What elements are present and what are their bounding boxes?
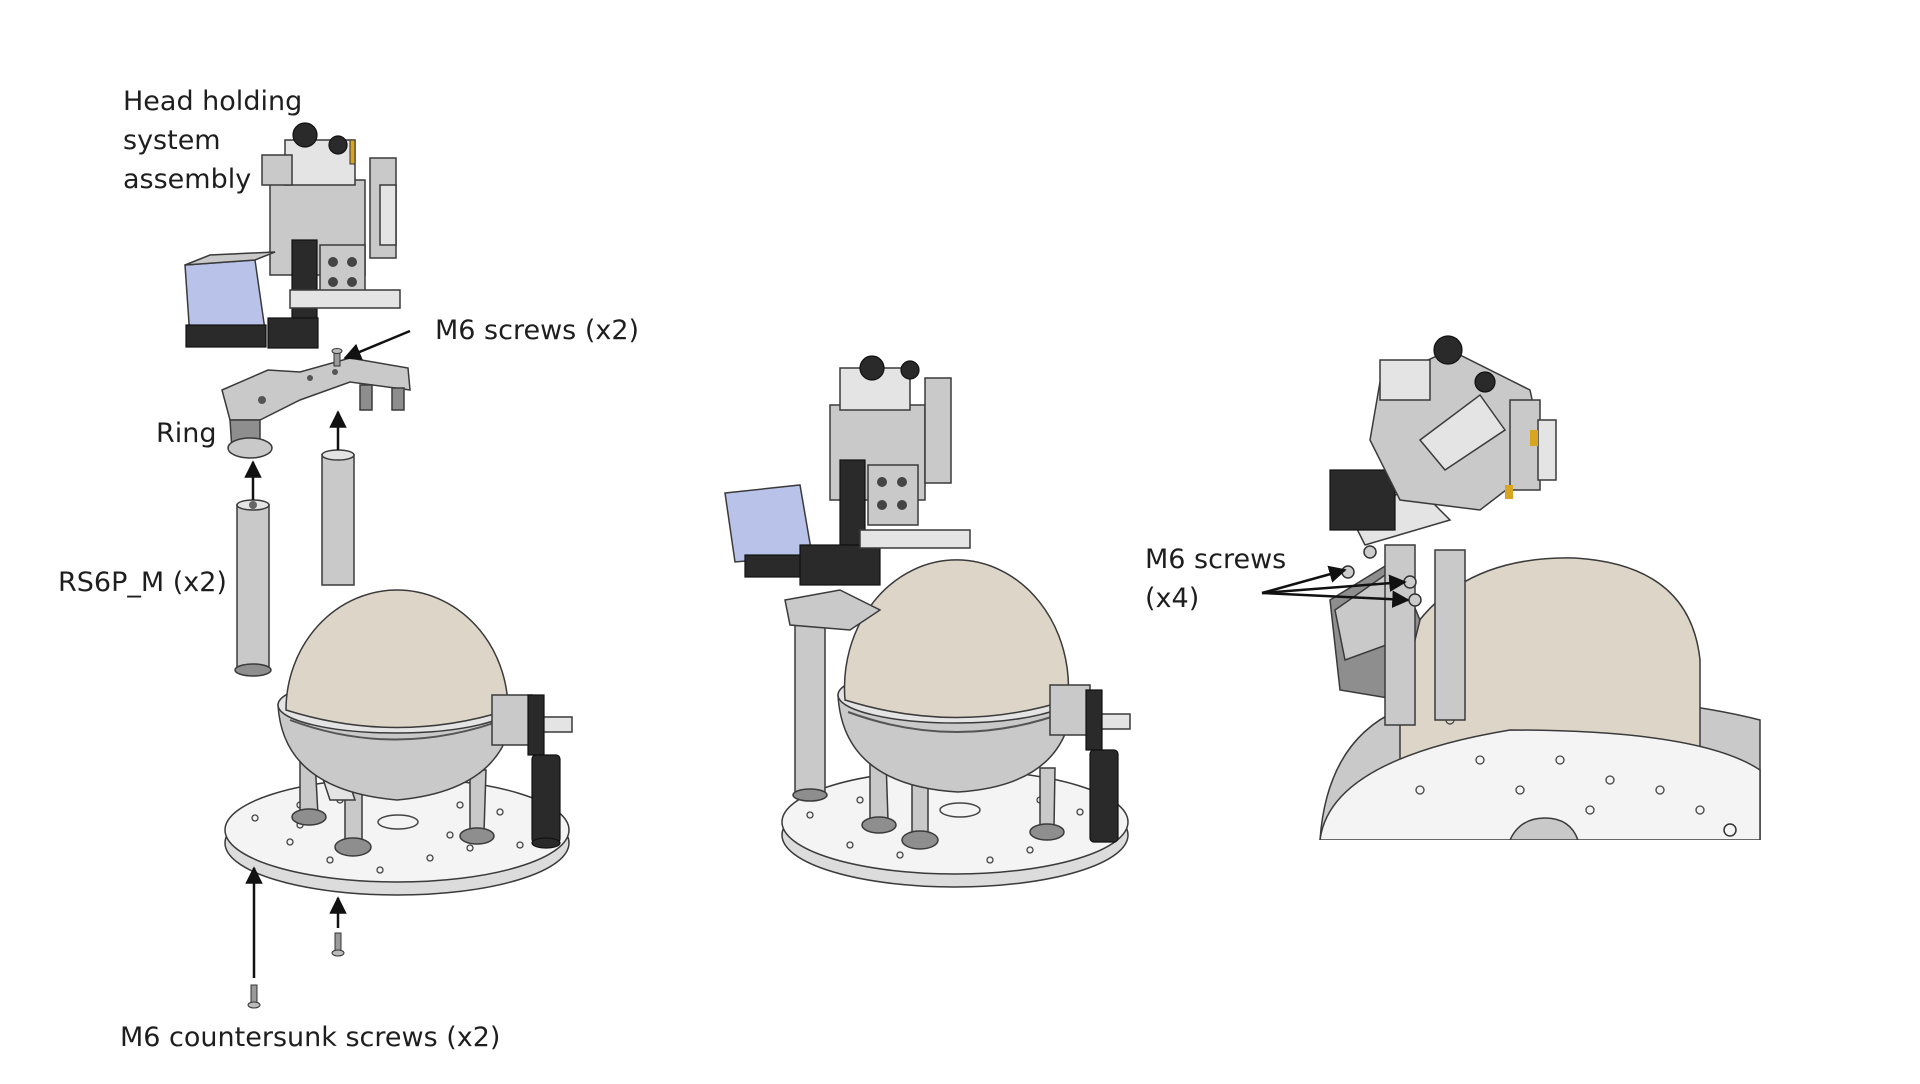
label-m6-screws-x2: M6 screws (x2) (435, 315, 640, 346)
closeup-crop (1300, 840, 1800, 880)
label-head-holding (123, 82, 302, 199)
label-rs6p-m: RS6P_M (x2) (58, 567, 227, 598)
label-m6-screws-x4 (1145, 540, 1286, 618)
exploded-view (185, 123, 572, 1008)
label-m6-screws-x4-line1: M6 screws (1145, 544, 1287, 575)
ball-treadmill (286, 590, 508, 740)
label-ring: Ring (156, 418, 217, 449)
label-m6-countersunk: M6 countersunk screws (x2) (120, 1022, 501, 1053)
ring-part (222, 358, 410, 458)
m6-screw-small (332, 349, 342, 367)
label-head-holding-line2: system (123, 125, 221, 156)
label-head-holding-line3: assembly (123, 164, 252, 195)
label-head-holding-line1: Head holding (123, 86, 303, 117)
assembled-head-holder (725, 356, 970, 585)
countersunk-screws (248, 933, 344, 1008)
closeup-view (1262, 336, 1760, 840)
assembled-view (725, 356, 1130, 887)
label-m6-screws-x4-line2: (x4) (1145, 583, 1200, 614)
